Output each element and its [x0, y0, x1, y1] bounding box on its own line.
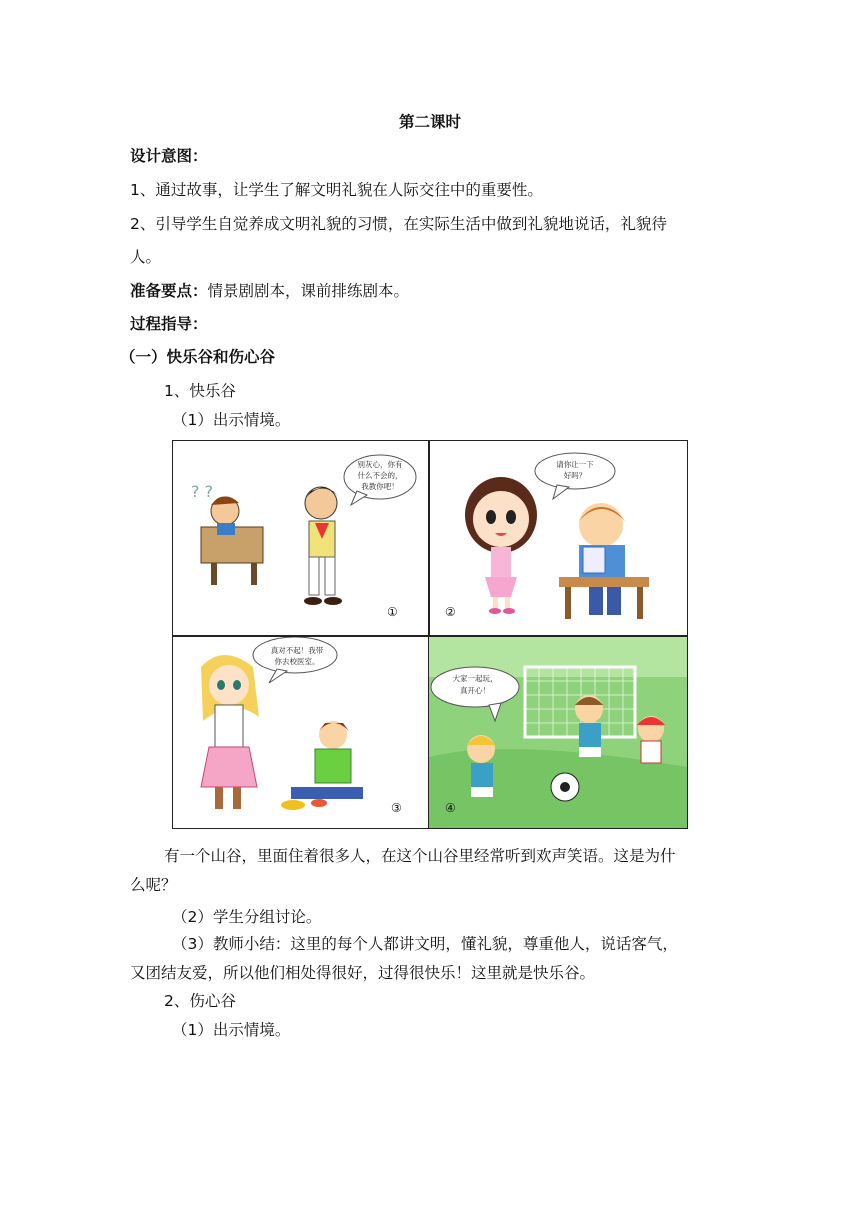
design-item-1: 1、通过故事，让学生了解文明礼貌在人际交往中的重要性。 — [130, 181, 543, 199]
design-heading: 设计意图： — [130, 147, 208, 165]
panel-1 — [173, 441, 427, 634]
illustration-grid — [172, 440, 688, 829]
panel-3-bubble-line-2: 你去校医室。 — [274, 657, 320, 666]
panel-4-bubble-line-1: 大家一起玩， — [452, 674, 498, 683]
subheading-happy-valley: 1、快乐谷 — [164, 382, 236, 400]
step-teacher-summary-1: （3）教师小结：这里的每个人都讲文明，懂礼貌，尊重他人，说话客气， — [172, 935, 678, 953]
panel-3 — [173, 637, 427, 828]
step-teacher-summary-2: 又团结友爱，所以他们相处得很好，过得很快乐！这里就是快乐谷。 — [130, 964, 596, 982]
panel-2-bubble-line-1: 请你让一下 — [556, 460, 594, 469]
subheading-sad-valley: 2、伤心谷 — [164, 992, 236, 1010]
prep-text: 情景剧剧本，课前排练剧本。 — [207, 282, 410, 300]
process-heading: 过程指导： — [130, 315, 208, 333]
panel-4 — [429, 637, 687, 828]
prep-line — [130, 280, 409, 302]
story-line-1: 有一个山谷，里面住着很多人，在这个山谷里经常听到欢声笑语。这是为什 — [164, 847, 676, 865]
panel-2 — [429, 441, 687, 634]
panel-1-bubble-line-3: 我教你吧！ — [361, 482, 399, 491]
prep-label: 准备要点： — [130, 282, 208, 300]
design-item-2: 2、引导学生自觉养成文明礼貌的习惯，在实际生活中做到礼貌地说话，礼貌待 — [130, 215, 667, 233]
step-show-scene-1: （1）出示情境。 — [172, 411, 291, 429]
section-heading-1: （一）快乐谷和伤心谷 — [120, 348, 276, 366]
panel-2-bubble-line-2: 好吗？ — [563, 471, 587, 480]
panel-4-number: ④ — [445, 801, 456, 815]
question-marks: ? ? — [191, 482, 214, 501]
page-title: 第二课时 — [398, 113, 461, 131]
step-show-scene-2: （1）出示情境。 — [172, 1021, 291, 1039]
panel-4-illustration — [429, 637, 687, 828]
panel-4-bubble-line-2: 真开心！ — [460, 686, 490, 695]
story-line-2: 么呢？ — [130, 876, 177, 894]
panel-2-number: ② — [445, 605, 456, 619]
panel-1-bubble-line-2: 什么不会的， — [357, 471, 403, 480]
design-item-2-cont: 人。 — [130, 248, 162, 266]
step-group-discussion: （2）学生分组讨论。 — [172, 908, 322, 926]
panel-3-bubble-line-1: 真对不起！我带 — [270, 646, 324, 655]
panel-1-bubble-line-1: 别灰心，你有 — [357, 460, 403, 469]
panel-1-number: ① — [387, 605, 398, 619]
panel-3-number: ③ — [391, 801, 402, 815]
